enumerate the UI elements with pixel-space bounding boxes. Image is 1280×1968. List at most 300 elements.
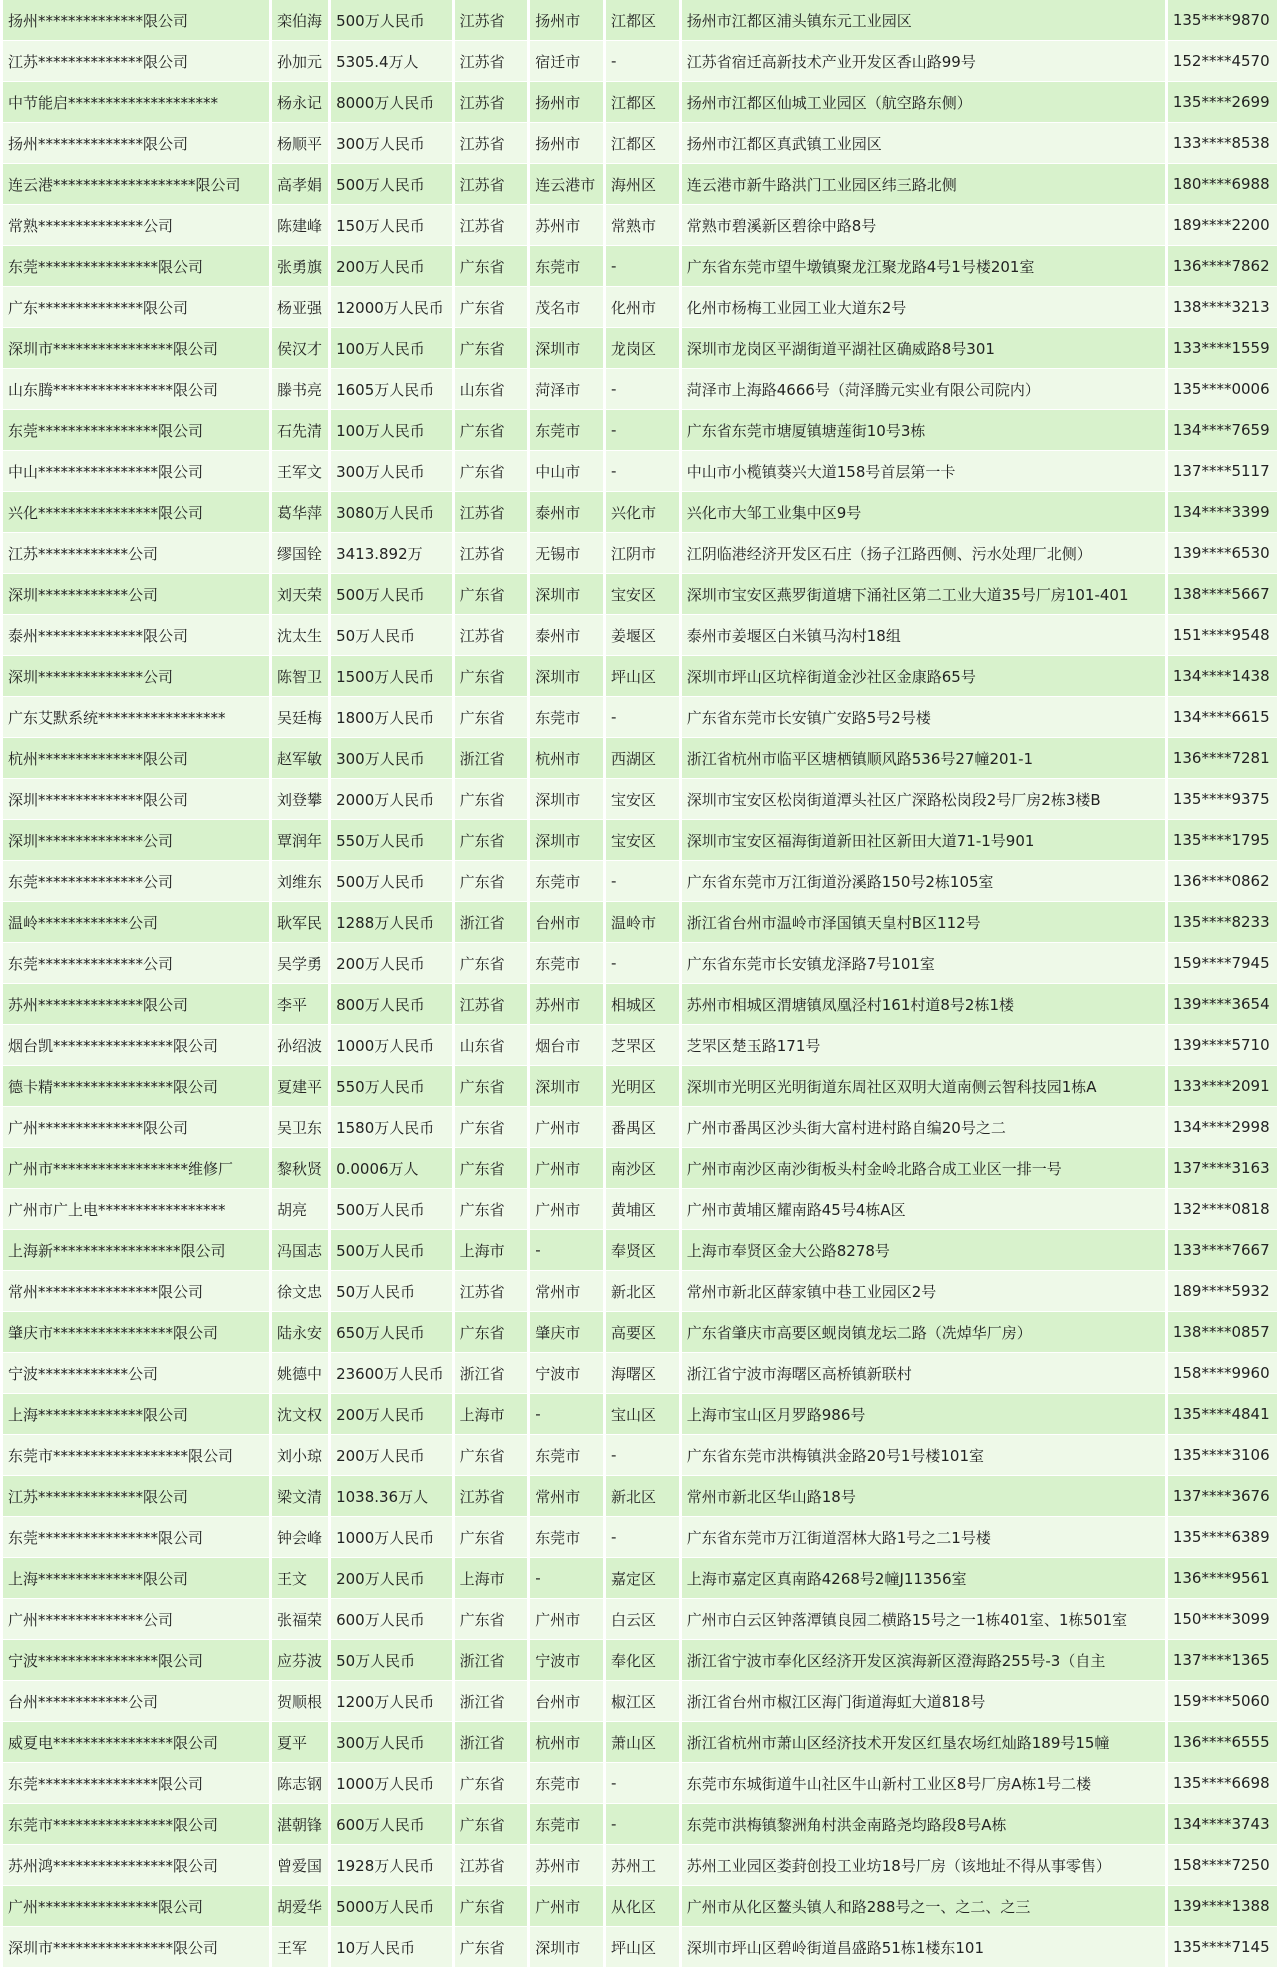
registered-capital-cell: 100万人民币 xyxy=(331,410,452,451)
province-cell: 浙江省 xyxy=(455,738,528,779)
district-cell: 芝罘区 xyxy=(606,1025,679,1066)
province-cell: 江苏省 xyxy=(455,123,528,164)
table-row xyxy=(3,1722,1277,1763)
company-name-cell: 山东腾****************限公司 xyxy=(3,369,269,410)
company-name-cell: 广州市******************维修厂 xyxy=(3,1148,269,1189)
legal-person-cell: 姚德中 xyxy=(272,1353,328,1394)
table-row xyxy=(3,820,1277,861)
company-name-cell: 台州************公司 xyxy=(3,1681,269,1722)
table-row xyxy=(3,82,1277,123)
district-cell: 苏州工 xyxy=(606,1845,679,1886)
province-cell: 浙江省 xyxy=(455,1640,528,1681)
district-cell: 西湖区 xyxy=(606,738,679,779)
legal-person-cell: 张福荣 xyxy=(272,1599,328,1640)
phone-cell: 136****9561 xyxy=(1168,1558,1277,1599)
phone-cell: 136****7862 xyxy=(1168,246,1277,287)
province-cell: 浙江省 xyxy=(455,1722,528,1763)
province-cell: 广东省 xyxy=(455,1435,528,1476)
city-cell: 广州市 xyxy=(530,1599,603,1640)
district-cell: 从化区 xyxy=(606,1886,679,1927)
registered-capital-cell: 1038.36万人 xyxy=(331,1476,452,1517)
province-cell: 江苏省 xyxy=(455,1476,528,1517)
registered-capital-cell: 800万人民币 xyxy=(331,984,452,1025)
legal-person-cell: 冯国志 xyxy=(272,1230,328,1271)
registered-capital-cell: 1580万人民币 xyxy=(331,1107,452,1148)
city-cell: 广州市 xyxy=(530,1107,603,1148)
province-cell: 江苏省 xyxy=(455,1845,528,1886)
phone-cell: 137****3163 xyxy=(1168,1148,1277,1189)
address-cell: 浙江省杭州市临平区塘栖镇顺风路536号27幢201-1 xyxy=(682,738,1165,779)
district-cell: 南沙区 xyxy=(606,1148,679,1189)
city-cell: 菏泽市 xyxy=(530,369,603,410)
phone-cell: 134****6615 xyxy=(1168,697,1277,738)
province-cell: 江苏省 xyxy=(455,984,528,1025)
company-name-cell: 泰州**************限公司 xyxy=(3,615,269,656)
city-cell: 东莞市 xyxy=(530,697,603,738)
address-cell: 广州市白云区钟落潭镇良园二横路15号之一1栋401室、1栋501室 xyxy=(682,1599,1165,1640)
table-row xyxy=(3,0,1277,41)
legal-person-cell: 曾爱国 xyxy=(272,1845,328,1886)
legal-person-cell: 栾伯海 xyxy=(272,0,328,41)
address-cell: 广东省东莞市长安镇龙泽路7号101室 xyxy=(682,943,1165,984)
registered-capital-cell: 500万人民币 xyxy=(331,0,452,41)
legal-person-cell: 刘小琼 xyxy=(272,1435,328,1476)
phone-cell: 138****0857 xyxy=(1168,1312,1277,1353)
province-cell: 广东省 xyxy=(455,1517,528,1558)
district-cell: 江阴市 xyxy=(606,533,679,574)
registered-capital-cell: 50万人民币 xyxy=(331,1640,452,1681)
address-cell: 广东省东莞市洪梅镇洪金路20号1号楼101室 xyxy=(682,1435,1165,1476)
registered-capital-cell: 2000万人民币 xyxy=(331,779,452,820)
registered-capital-cell: 5000万人民币 xyxy=(331,1886,452,1927)
city-cell: 常州市 xyxy=(530,1271,603,1312)
legal-person-cell: 应芬波 xyxy=(272,1640,328,1681)
address-cell: 中山市小榄镇葵兴大道158号首层第一卡 xyxy=(682,451,1165,492)
province-cell: 广东省 xyxy=(455,328,528,369)
district-cell: 宝安区 xyxy=(606,779,679,820)
address-cell: 江苏省宿迁高新技术产业开发区香山路99号 xyxy=(682,41,1165,82)
table-row xyxy=(3,1681,1277,1722)
address-cell: 广东省东莞市万江街道汾溪路150号2栋105室 xyxy=(682,861,1165,902)
city-cell: 苏州市 xyxy=(530,984,603,1025)
legal-person-cell: 吴廷梅 xyxy=(272,697,328,738)
phone-cell: 136****7281 xyxy=(1168,738,1277,779)
district-cell: 坪山区 xyxy=(606,656,679,697)
district-cell: - xyxy=(606,451,679,492)
legal-person-cell: 陈建峰 xyxy=(272,205,328,246)
table-row xyxy=(3,1066,1277,1107)
province-cell: 山东省 xyxy=(455,369,528,410)
city-cell: 无锡市 xyxy=(530,533,603,574)
legal-person-cell: 杨顺平 xyxy=(272,123,328,164)
table-row xyxy=(3,1435,1277,1476)
legal-person-cell: 葛华萍 xyxy=(272,492,328,533)
phone-cell: 137****3676 xyxy=(1168,1476,1277,1517)
city-cell: 泰州市 xyxy=(530,492,603,533)
table-row xyxy=(3,164,1277,205)
company-name-cell: 深圳**************公司 xyxy=(3,656,269,697)
registered-capital-cell: 1605万人民币 xyxy=(331,369,452,410)
province-cell: 广东省 xyxy=(455,1312,528,1353)
province-cell: 广东省 xyxy=(455,820,528,861)
address-cell: 广东省东莞市望牛墩镇聚龙江聚龙路4号1号楼201室 xyxy=(682,246,1165,287)
phone-cell: 189****5932 xyxy=(1168,1271,1277,1312)
city-cell: 烟台市 xyxy=(530,1025,603,1066)
company-name-cell: 东莞市******************限公司 xyxy=(3,1435,269,1476)
registered-capital-cell: 1000万人民币 xyxy=(331,1517,452,1558)
address-cell: 广东省东莞市塘厦镇塘莲街10号3栋 xyxy=(682,410,1165,451)
registered-capital-cell: 0.0006万人 xyxy=(331,1148,452,1189)
table-row xyxy=(3,656,1277,697)
legal-person-cell: 胡亮 xyxy=(272,1189,328,1230)
district-cell: - xyxy=(606,41,679,82)
city-cell: 杭州市 xyxy=(530,738,603,779)
table-row xyxy=(3,205,1277,246)
company-name-cell: 江苏**************限公司 xyxy=(3,41,269,82)
city-cell: 茂名市 xyxy=(530,287,603,328)
registered-capital-cell: 1288万人民币 xyxy=(331,902,452,943)
province-cell: 广东省 xyxy=(455,1066,528,1107)
table-row xyxy=(3,369,1277,410)
city-cell: - xyxy=(530,1558,603,1599)
province-cell: 江苏省 xyxy=(455,205,528,246)
table-row xyxy=(3,1025,1277,1066)
province-cell: 江苏省 xyxy=(455,615,528,656)
company-name-cell: 东莞****************限公司 xyxy=(3,1763,269,1804)
registered-capital-cell: 200万人民币 xyxy=(331,1435,452,1476)
legal-person-cell: 吴卫东 xyxy=(272,1107,328,1148)
address-cell: 扬州市江都区浦头镇东元工业园区 xyxy=(682,0,1165,41)
registered-capital-cell: 8000万人民币 xyxy=(331,82,452,123)
city-cell: 广州市 xyxy=(530,1189,603,1230)
province-cell: 江苏省 xyxy=(455,492,528,533)
phone-cell: 139****1388 xyxy=(1168,1886,1277,1927)
district-cell: 海州区 xyxy=(606,164,679,205)
phone-cell: 133****2091 xyxy=(1168,1066,1277,1107)
table-row xyxy=(3,1886,1277,1927)
district-cell: - xyxy=(606,246,679,287)
district-cell: 萧山区 xyxy=(606,1722,679,1763)
province-cell: 江苏省 xyxy=(455,1271,528,1312)
registered-capital-cell: 500万人民币 xyxy=(331,574,452,615)
province-cell: 广东省 xyxy=(455,861,528,902)
table-row xyxy=(3,1640,1277,1681)
table-row xyxy=(3,697,1277,738)
city-cell: 深圳市 xyxy=(530,656,603,697)
registered-capital-cell: 200万人民币 xyxy=(331,246,452,287)
company-name-cell: 东莞****************限公司 xyxy=(3,246,269,287)
province-cell: 山东省 xyxy=(455,1025,528,1066)
company-name-cell: 中节能启******************** xyxy=(3,82,269,123)
phone-cell: 152****4570 xyxy=(1168,41,1277,82)
table-row xyxy=(3,123,1277,164)
address-cell: 化州市杨梅工业园工业大道东2号 xyxy=(682,287,1165,328)
company-name-cell: 东莞**************公司 xyxy=(3,943,269,984)
table-row xyxy=(3,1804,1277,1845)
city-cell: 深圳市 xyxy=(530,574,603,615)
city-cell: 东莞市 xyxy=(530,943,603,984)
company-name-cell: 东莞****************限公司 xyxy=(3,410,269,451)
table-row xyxy=(3,328,1277,369)
city-cell: 扬州市 xyxy=(530,82,603,123)
phone-cell: 135****6698 xyxy=(1168,1763,1277,1804)
district-cell: - xyxy=(606,1804,679,1845)
city-cell: 中山市 xyxy=(530,451,603,492)
province-cell: 广东省 xyxy=(455,1148,528,1189)
legal-person-cell: 钟会峰 xyxy=(272,1517,328,1558)
company-name-cell: 宁波************公司 xyxy=(3,1353,269,1394)
phone-cell: 136****0862 xyxy=(1168,861,1277,902)
company-name-cell: 连云港*******************限公司 xyxy=(3,164,269,205)
district-cell: 相城区 xyxy=(606,984,679,1025)
address-cell: 广州市南沙区南沙街板头村金岭北路合成工业区一排一号 xyxy=(682,1148,1165,1189)
table-row xyxy=(3,410,1277,451)
company-name-cell: 上海新*****************限公司 xyxy=(3,1230,269,1271)
province-cell: 广东省 xyxy=(455,1599,528,1640)
province-cell: 上海市 xyxy=(455,1558,528,1599)
address-cell: 常州市新北区薛家镇中巷工业园区2号 xyxy=(682,1271,1165,1312)
address-cell: 上海市奉贤区金大公路8278号 xyxy=(682,1230,1165,1271)
legal-person-cell: 张勇旗 xyxy=(272,246,328,287)
address-cell: 东莞市东城街道牛山社区牛山新村工业区8号厂房A栋1号二楼 xyxy=(682,1763,1165,1804)
city-cell: 肇庆市 xyxy=(530,1312,603,1353)
province-cell: 广东省 xyxy=(455,246,528,287)
phone-cell: 134****1438 xyxy=(1168,656,1277,697)
registered-capital-cell: 3413.892万 xyxy=(331,533,452,574)
district-cell: 龙岗区 xyxy=(606,328,679,369)
district-cell: 宝安区 xyxy=(606,820,679,861)
legal-person-cell: 孙加元 xyxy=(272,41,328,82)
table-row xyxy=(3,1148,1277,1189)
company-name-cell: 德卡精****************限公司 xyxy=(3,1066,269,1107)
district-cell: 江都区 xyxy=(606,123,679,164)
district-cell: 椒江区 xyxy=(606,1681,679,1722)
legal-person-cell: 陆永安 xyxy=(272,1312,328,1353)
district-cell: 奉贤区 xyxy=(606,1230,679,1271)
legal-person-cell: 缪国铨 xyxy=(272,533,328,574)
company-name-cell: 烟台凯****************限公司 xyxy=(3,1025,269,1066)
phone-cell: 136****6555 xyxy=(1168,1722,1277,1763)
phone-cell: 134****7659 xyxy=(1168,410,1277,451)
company-name-cell: 东莞市****************限公司 xyxy=(3,1804,269,1845)
table-row xyxy=(3,1312,1277,1353)
company-name-cell: 江苏************公司 xyxy=(3,533,269,574)
city-cell: 深圳市 xyxy=(530,1066,603,1107)
legal-person-cell: 侯汉才 xyxy=(272,328,328,369)
phone-cell: 138****5667 xyxy=(1168,574,1277,615)
address-cell: 深圳市宝安区燕罗街道塘下涌社区第二工业大道35号厂房101-401 xyxy=(682,574,1165,615)
district-cell: 番禺区 xyxy=(606,1107,679,1148)
phone-cell: 139****5710 xyxy=(1168,1025,1277,1066)
address-cell: 芝罘区楚玉路171号 xyxy=(682,1025,1165,1066)
province-cell: 浙江省 xyxy=(455,902,528,943)
company-name-cell: 上海**************限公司 xyxy=(3,1394,269,1435)
legal-person-cell: 王军文 xyxy=(272,451,328,492)
legal-person-cell: 高孝娟 xyxy=(272,164,328,205)
address-cell: 深圳市光明区光明街道东周社区双明大道南侧云智科技园1栋A xyxy=(682,1066,1165,1107)
legal-person-cell: 覃润年 xyxy=(272,820,328,861)
district-cell: - xyxy=(606,410,679,451)
legal-person-cell: 胡爱华 xyxy=(272,1886,328,1927)
phone-cell: 135****3106 xyxy=(1168,1435,1277,1476)
legal-person-cell: 湛朝锋 xyxy=(272,1804,328,1845)
city-cell: - xyxy=(530,1394,603,1435)
district-cell: 江都区 xyxy=(606,82,679,123)
legal-person-cell: 李平 xyxy=(272,984,328,1025)
address-cell: 上海市宝山区月罗路986号 xyxy=(682,1394,1165,1435)
company-name-cell: 扬州**************限公司 xyxy=(3,123,269,164)
registered-capital-cell: 550万人民币 xyxy=(331,820,452,861)
address-cell: 浙江省杭州市萧山区经济技术开发区红垦农场红灿路189号15幢 xyxy=(682,1722,1165,1763)
legal-person-cell: 沈太生 xyxy=(272,615,328,656)
registered-capital-cell: 1200万人民币 xyxy=(331,1681,452,1722)
phone-cell: 180****6988 xyxy=(1168,164,1277,205)
phone-cell: 135****1795 xyxy=(1168,820,1277,861)
registered-capital-cell: 1000万人民币 xyxy=(331,1025,452,1066)
city-cell: 宁波市 xyxy=(530,1353,603,1394)
company-name-cell: 常熟**************公司 xyxy=(3,205,269,246)
company-name-cell: 杭州**************限公司 xyxy=(3,738,269,779)
district-cell: - xyxy=(606,697,679,738)
table-row xyxy=(3,1189,1277,1230)
city-cell: 扬州市 xyxy=(530,0,603,41)
phone-cell: 158****7250 xyxy=(1168,1845,1277,1886)
company-name-cell: 广东**************限公司 xyxy=(3,287,269,328)
table-row xyxy=(3,779,1277,820)
registered-capital-cell: 1800万人民币 xyxy=(331,697,452,738)
registered-capital-cell: 500万人民币 xyxy=(331,1189,452,1230)
address-cell: 上海市嘉定区真南路4268号2幢J11356室 xyxy=(682,1558,1165,1599)
province-cell: 江苏省 xyxy=(455,41,528,82)
city-cell: 宿迁市 xyxy=(530,41,603,82)
company-name-cell: 肇庆市****************限公司 xyxy=(3,1312,269,1353)
city-cell: - xyxy=(530,1230,603,1271)
phone-cell: 137****1365 xyxy=(1168,1640,1277,1681)
table-row xyxy=(3,1353,1277,1394)
province-cell: 广东省 xyxy=(455,1189,528,1230)
city-cell: 台州市 xyxy=(530,902,603,943)
city-cell: 深圳市 xyxy=(530,328,603,369)
phone-cell: 150****3099 xyxy=(1168,1599,1277,1640)
city-cell: 东莞市 xyxy=(530,1804,603,1845)
table-row xyxy=(3,1476,1277,1517)
table-row xyxy=(3,287,1277,328)
phone-cell: 133****1559 xyxy=(1168,328,1277,369)
province-cell: 上海市 xyxy=(455,1230,528,1271)
address-cell: 广东省肇庆市高要区蚬岗镇龙坛二路（冼焯华厂房） xyxy=(682,1312,1165,1353)
district-cell: 化州市 xyxy=(606,287,679,328)
phone-cell: 135****2699 xyxy=(1168,82,1277,123)
province-cell: 广东省 xyxy=(455,943,528,984)
legal-person-cell: 夏平 xyxy=(272,1722,328,1763)
address-cell: 苏州工业园区娄葑创投工业坊18号厂房（该地址不得从事零售） xyxy=(682,1845,1165,1886)
company-name-cell: 中山****************限公司 xyxy=(3,451,269,492)
address-cell: 常熟市碧溪新区碧徐中路8号 xyxy=(682,205,1165,246)
phone-cell: 135****4841 xyxy=(1168,1394,1277,1435)
address-cell: 连云港市新牛路洪门工业园区纬三路北侧 xyxy=(682,164,1165,205)
city-cell: 苏州市 xyxy=(530,205,603,246)
company-name-cell: 威夏电****************限公司 xyxy=(3,1722,269,1763)
registered-capital-cell: 100万人民币 xyxy=(331,328,452,369)
address-cell: 苏州市相城区渭塘镇凤凰泾村161村道8号2栋1楼 xyxy=(682,984,1165,1025)
address-cell: 深圳市龙岗区平湖街道平湖社区确威路8号301 xyxy=(682,328,1165,369)
district-cell: 江都区 xyxy=(606,0,679,41)
company-name-cell: 东莞**************公司 xyxy=(3,861,269,902)
legal-person-cell: 吴学勇 xyxy=(272,943,328,984)
legal-person-cell: 耿军民 xyxy=(272,902,328,943)
table-row xyxy=(3,902,1277,943)
company-name-cell: 苏州**************限公司 xyxy=(3,984,269,1025)
address-cell: 深圳市宝安区福海街道新田社区新田大道71-1号901 xyxy=(682,820,1165,861)
address-cell: 广州市番禺区沙头街大富村进村路自编20号之二 xyxy=(682,1107,1165,1148)
registered-capital-cell: 650万人民币 xyxy=(331,1312,452,1353)
phone-cell: 135****0006 xyxy=(1168,369,1277,410)
city-cell: 杭州市 xyxy=(530,1722,603,1763)
address-cell: 浙江省宁波市海曙区高桥镇新联村 xyxy=(682,1353,1165,1394)
registered-capital-cell: 1000万人民币 xyxy=(331,1763,452,1804)
registered-capital-cell: 200万人民币 xyxy=(331,1394,452,1435)
province-cell: 广东省 xyxy=(455,451,528,492)
legal-person-cell: 孙绍波 xyxy=(272,1025,328,1066)
district-cell: 高要区 xyxy=(606,1312,679,1353)
city-cell: 广州市 xyxy=(530,1886,603,1927)
company-name-cell: 苏州鸿****************限公司 xyxy=(3,1845,269,1886)
district-cell: 兴化市 xyxy=(606,492,679,533)
phone-cell: 134****3399 xyxy=(1168,492,1277,533)
company-name-cell: 深圳市****************限公司 xyxy=(3,1927,269,1968)
province-cell: 广东省 xyxy=(455,656,528,697)
registered-capital-cell: 300万人民币 xyxy=(331,738,452,779)
district-cell: - xyxy=(606,943,679,984)
company-table-body xyxy=(3,0,1277,1968)
company-name-cell: 上海**************限公司 xyxy=(3,1558,269,1599)
city-cell: 深圳市 xyxy=(530,779,603,820)
city-cell: 深圳市 xyxy=(530,1927,603,1968)
table-row xyxy=(3,246,1277,287)
address-cell: 江阴临港经济开发区石庄（扬子江路西侧、污水处理厂北侧） xyxy=(682,533,1165,574)
city-cell: 宁波市 xyxy=(530,1640,603,1681)
district-cell: - xyxy=(606,369,679,410)
district-cell: - xyxy=(606,1435,679,1476)
district-cell: 白云区 xyxy=(606,1599,679,1640)
province-cell: 江苏省 xyxy=(455,164,528,205)
address-cell: 浙江省台州市温岭市泽国镇天皇村B区112号 xyxy=(682,902,1165,943)
legal-person-cell: 刘天荣 xyxy=(272,574,328,615)
registered-capital-cell: 50万人民币 xyxy=(331,1271,452,1312)
registered-capital-cell: 550万人民币 xyxy=(331,1066,452,1107)
table-row xyxy=(3,1271,1277,1312)
district-cell: 光明区 xyxy=(606,1066,679,1107)
legal-person-cell: 沈文权 xyxy=(272,1394,328,1435)
legal-person-cell: 梁文清 xyxy=(272,1476,328,1517)
company-name-cell: 深圳市****************限公司 xyxy=(3,328,269,369)
phone-cell: 135****9870 xyxy=(1168,0,1277,41)
legal-person-cell: 石先清 xyxy=(272,410,328,451)
registered-capital-cell: 10万人民币 xyxy=(331,1927,452,1968)
company-name-cell: 广东艾默系统***************** xyxy=(3,697,269,738)
province-cell: 广东省 xyxy=(455,1804,528,1845)
province-cell: 广东省 xyxy=(455,1763,528,1804)
address-cell: 浙江省宁波市奉化区经济开发区滨海新区澄海路255号-3（自主 xyxy=(682,1640,1165,1681)
district-cell: 温岭市 xyxy=(606,902,679,943)
address-cell: 深圳市宝安区松岗街道潭头社区广深路松岗段2号厂房2栋3楼B xyxy=(682,779,1165,820)
legal-person-cell: 王军 xyxy=(272,1927,328,1968)
company-name-cell: 广州**************公司 xyxy=(3,1599,269,1640)
address-cell: 深圳市坪山区碧岭街道昌盛路51栋1楼东101 xyxy=(682,1927,1165,1968)
company-name-cell: 宁波****************限公司 xyxy=(3,1640,269,1681)
legal-person-cell: 王文 xyxy=(272,1558,328,1599)
city-cell: 广州市 xyxy=(530,1148,603,1189)
